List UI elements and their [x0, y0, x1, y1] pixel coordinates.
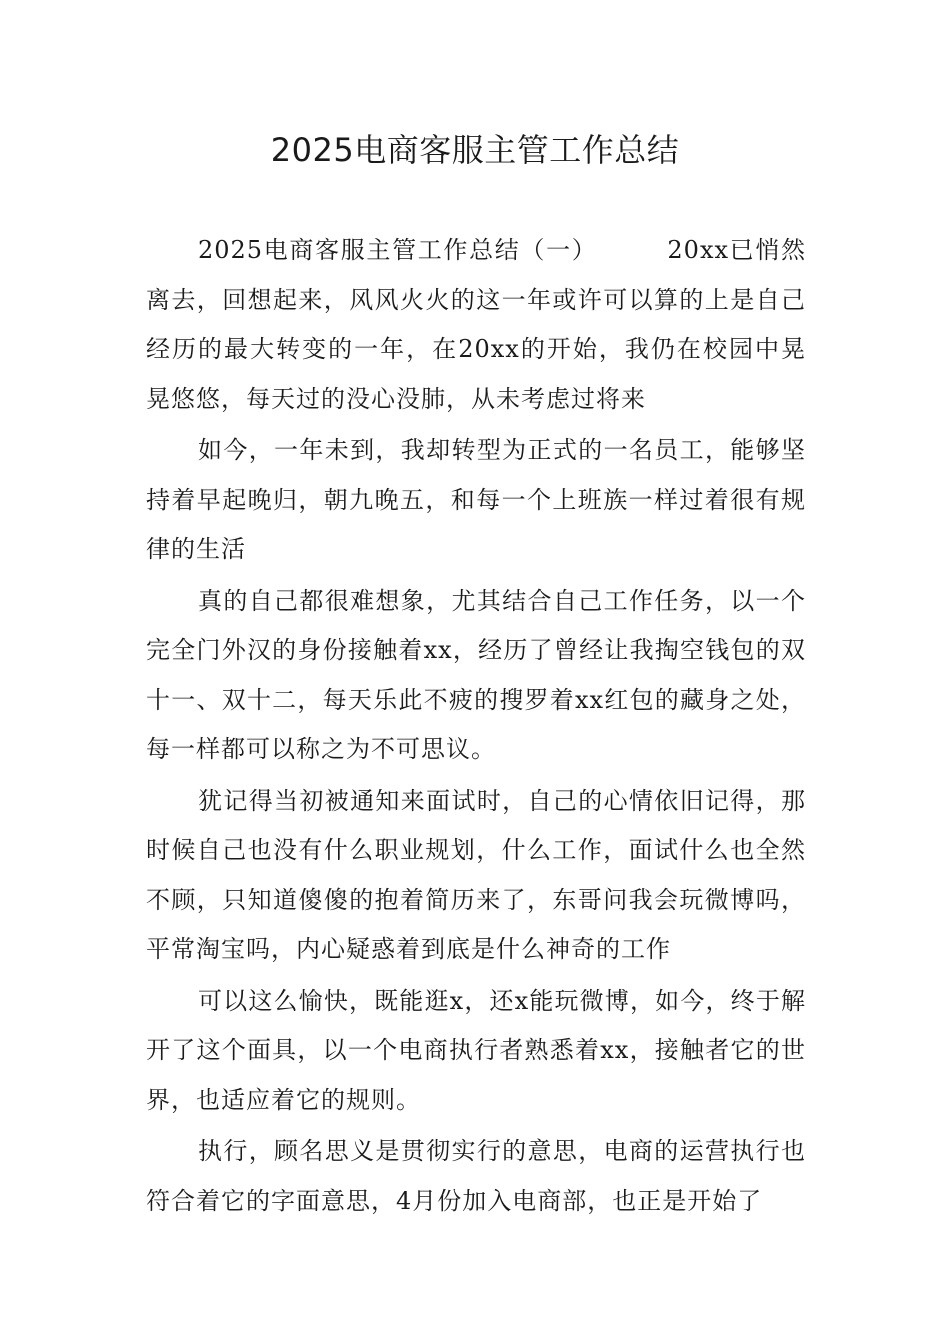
section-heading: 2025电商客服主管工作总结（一）	[198, 236, 598, 264]
paragraph-4: 犹记得当初被通知来面试时，自己的心情依旧记得，那时候自己也没有什么职业规划，什么工作，面试什么也全然不顾，只知道傻傻的抱着简历来了，东哥问我会玩微博吗，平常淘宝吗，内心疑惑着到底是什么神奇的工作	[146, 786, 806, 963]
paragraph-3: 真的自己都很难想象，尤其结合自己工作任务，以一个完全门外汉的身份接触着xx，经历了曾经让我掏空钱包的双十一、双十二，每天乐此不疲的搜罗着xx红包的藏身之处，每一样都可以称之为不可思议。	[146, 586, 806, 763]
paragraph-2: 如今，一年未到，我却转型为正式的一名员工，能够坚持着早起晚归，朝九晚五，和每一个上班族一样过着很有规律的生活	[146, 436, 806, 563]
paragraph-1	[146, 226, 806, 424]
paragraph-5: 可以这么愉快，既能逛x，还x能玩微博，如今，终于解开了这个面具，以一个电商执行者熟悉着xx，接触者它的世界，也适应着它的规则。	[146, 986, 806, 1114]
paragraph-1-text: 20xx已悄然离去，回想起来，风风火火的这一年或许可以算的上是自己经历的最大转变的一年，在20xx的开始，我仍在校园中晃晃悠悠，每天过的没心没肺，从未考虑过将来	[146, 236, 807, 413]
document-title: 2025电商客服主管工作总结	[270, 131, 680, 169]
document-body	[146, 226, 806, 1228]
paragraph-6: 执行，顾名思义是贯彻实行的意思，电商的运营执行也符合着它的字面意思，4月份加入电商部，也正是开始了	[146, 1137, 806, 1215]
